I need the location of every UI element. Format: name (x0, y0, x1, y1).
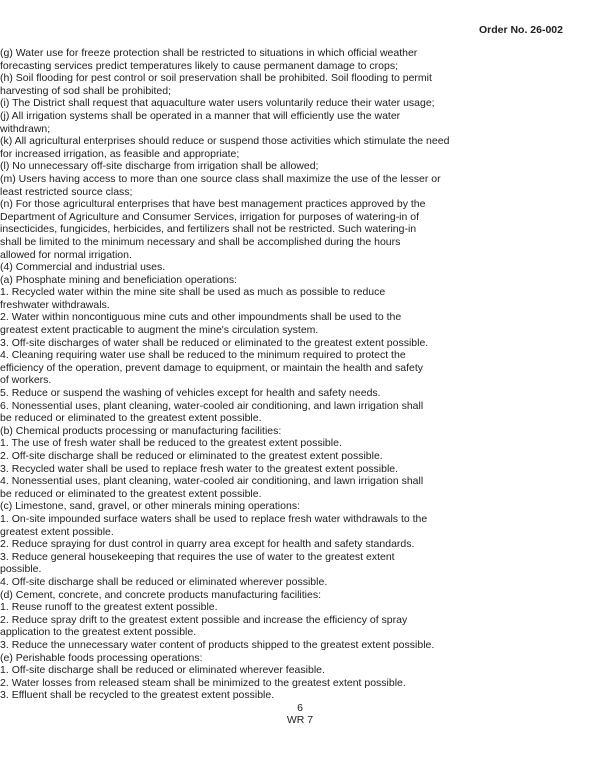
ag-item-j-cont: withdrawn; (0, 122, 51, 135)
document-body (0, 47, 600, 727)
item-number: 2. (0, 311, 9, 324)
item-number: 1. (0, 601, 9, 614)
item-text: Effluent shall be recycled to the greatest extent possible. (11, 689, 275, 702)
item-text: Reduce general housekeeping that requires the use of water to the greatest extent (11, 550, 395, 563)
sub-item (0, 349, 600, 362)
item-label: (a) (0, 273, 13, 286)
sub-item-cont: freshwater withdrawals. (0, 298, 110, 311)
item-text: Reduce spraying for dust control in quarry area except for health and safety standards. (11, 538, 415, 551)
item-number: 3. (0, 638, 9, 651)
sub-item-cont: greatest extent practicable to augment the mine's circulation system. (0, 324, 319, 337)
item-text: The District shall request that aquaculture water users voluntarily reduce their water usage; (12, 97, 435, 110)
item-number: 6. (0, 399, 9, 412)
item-text: Cement, concrete, and concrete products manufacturing facilities: (15, 588, 322, 601)
item-label: (d) (0, 588, 13, 601)
sub-item-cont: efficiency of the operation, prevent damage to equipment, or maintain the health and safety (0, 361, 423, 374)
item-number: 4. (0, 349, 9, 362)
item-label: (n) (0, 198, 13, 211)
item-number: 2. (0, 450, 9, 462)
ag-item-h-cont: harvesting of sod shall be prohibited; (0, 84, 172, 97)
sub-item-cont: possible. (0, 563, 42, 576)
item-number: 3. (0, 550, 9, 563)
item-text: No unnecessary off-site discharge from irrigation shall be allowed; (12, 160, 319, 173)
ag-item-h (0, 72, 600, 85)
ag-item-n-cont: Department of Agriculture and Consumer Services, irrigation for purposes of watering-in of (0, 210, 420, 223)
sub-item-cont: greatest extent possible. (0, 525, 114, 538)
item-number: 3. (0, 336, 9, 349)
page-number: 6 (297, 701, 303, 714)
sub-item (0, 538, 600, 551)
item-text: Phosphate mining and beneficiation operations: (15, 273, 238, 286)
sub-item (0, 601, 600, 614)
item-text: Soil flooding for pest control or soil preservation shall be prohibited. Soil flooding to permit (15, 72, 432, 85)
item-text: Reduce the unnecessary water content of products shipped to the greatest extent possible. (11, 638, 435, 651)
subsection-a-title (0, 274, 600, 287)
document-code: WR 7 (286, 714, 314, 727)
item-label: (l) (0, 160, 10, 173)
item-label: (e) (0, 651, 13, 664)
sub-item (0, 639, 600, 652)
subsection-b-title (0, 425, 600, 438)
ag-item-k (0, 135, 600, 148)
item-number: 2. (0, 676, 9, 689)
item-text: Water within noncontiguous mine cuts and other impoundments shall be used to the (11, 311, 402, 324)
ag-item-n-cont: insecticides, fungicides, herbicides, and fertilizers shall not be restricted. Such watering-in (0, 223, 417, 236)
item-number: 3. (0, 462, 9, 475)
section4-heading (0, 261, 600, 274)
item-label: (m) (0, 172, 16, 185)
subsection-d-title (0, 589, 600, 602)
ag-item-l (0, 160, 600, 173)
item-label: (b) (0, 424, 13, 437)
sub-item (0, 689, 600, 702)
sub-item (0, 614, 600, 627)
item-label: (g) (0, 47, 13, 59)
ag-item-g-cont: forecasting services predict temperatures likely to cause permanent damage to crops; (0, 59, 399, 72)
item-number: 1. (0, 286, 9, 299)
item-number: 3. (0, 689, 9, 702)
item-text: Nonessential uses, plant cleaning, water-cooled air conditioning, and lawn irrigation shall (11, 475, 424, 488)
item-text: On-site impounded surface waters shall be used to replace fresh water withdrawals to the (11, 512, 428, 525)
item-text: Recycled water within the mine site shall be used as much as possible to reduce (11, 286, 386, 299)
sub-item (0, 400, 600, 413)
item-text: Chemical products processing or manufacturing facilities: (15, 424, 282, 437)
item-text: Cleaning requiring water use shall be reduced to the minimum required to protect the (11, 349, 406, 362)
sub-item (0, 551, 600, 564)
item-number: 4. (0, 475, 9, 488)
ag-item-n-cont: allowed for normal irrigation. (0, 248, 132, 261)
item-number: 2. (0, 613, 9, 626)
order-number: Order No. 26-002 (478, 24, 563, 36)
sub-item-cont: of workers. (0, 374, 52, 387)
item-text: Recycled water shall be used to replace fresh water to the greatest extent possible. (11, 462, 399, 475)
item-text: Off-site discharge shall be reduced or eliminated to the greatest extent possible. (11, 450, 383, 462)
item-text: For those agricultural enterprises that have best management practices approved by the (15, 198, 426, 211)
sub-item-cont: be reduced or eliminated to the greatest extent possible. (0, 412, 262, 425)
item-text: Off-site discharge shall be reduced or eliminated wherever feasible. (11, 664, 325, 677)
item-text: The use of fresh water shall be reduced to the greatest extent possible. (11, 437, 342, 450)
item-label: (j) (0, 109, 10, 122)
item-number: 5. (0, 387, 9, 400)
item-number: 1. (0, 664, 9, 677)
sub-item (0, 475, 600, 488)
item-text: Reduce spray drift to the greatest extent possible and increase the efficiency of spray (11, 613, 408, 626)
subsection-e-title (0, 652, 600, 665)
ag-item-n-cont: shall be limited to the minimum necessary and shall be accomplished during the hours (0, 235, 401, 248)
item-text: Off-site discharge shall be reduced or eliminated wherever possible. (11, 575, 328, 588)
ag-item-k-cont: for increased irrigation, as feasible and appropriate; (0, 147, 240, 160)
item-number: 4. (0, 575, 9, 588)
sub-item (0, 311, 600, 324)
sub-item-cont: be reduced or eliminated to the greatest extent possible. (0, 487, 262, 500)
subsection-c-title (0, 500, 600, 513)
item-label: (c) (0, 500, 13, 513)
ag-item-i (0, 97, 600, 110)
section-title: Commercial and industrial uses. (15, 261, 166, 274)
item-text: Reduce or suspend the washing of vehicles except for health and safety needs. (11, 387, 381, 400)
sub-item (0, 513, 600, 526)
sub-item (0, 664, 600, 677)
section-label: (4) (0, 261, 13, 274)
item-text: Nonessential uses, plant cleaning, water-cooled air conditioning, and lawn irrigation shall (11, 399, 424, 412)
item-text: All irrigation systems shall be operated in a manner that will efficiently use the water (11, 109, 401, 122)
item-text: Limestone, sand, gravel, or other minerals mining operations: (15, 500, 300, 513)
item-text: Off-site discharges of water shall be reduced or eliminated to the greatest extent possible. (11, 336, 429, 349)
item-number: 2. (0, 538, 9, 551)
ag-item-m-cont: least restricted source class; (0, 185, 133, 198)
item-text: Water use for freeze protection shall be restricted to situations in which official weather (15, 47, 418, 59)
item-number: 1. (0, 437, 9, 450)
ag-item-m (0, 173, 600, 186)
sub-item (0, 387, 600, 400)
sub-item (0, 576, 600, 589)
sub-item (0, 463, 600, 476)
item-text: All agricultural enterprises should reduce or suspend those activities which stimulate the need (14, 135, 450, 148)
ag-item-j (0, 110, 600, 123)
item-label: (k) (0, 135, 13, 148)
item-label: (h) (0, 72, 13, 85)
sub-item-cont: application to the greatest extent possible. (0, 626, 197, 639)
item-text: Reuse runoff to the greatest extent possible. (11, 601, 218, 614)
sub-item (0, 450, 600, 463)
ag-item-n (0, 198, 600, 211)
sub-item (0, 337, 600, 350)
sub-item (0, 437, 600, 450)
item-number: 1. (0, 512, 9, 525)
item-label: (i) (0, 97, 10, 110)
sub-item (0, 677, 600, 690)
ag-item-g (0, 47, 600, 60)
item-text: Users having access to more than one source class shall maximize the use of the lesser or (18, 172, 441, 185)
sub-item (0, 286, 600, 299)
item-text: Perishable foods processing operations: (15, 651, 203, 664)
item-text: Water losses from released steam shall be minimized to the greatest extent possible. (11, 676, 406, 689)
